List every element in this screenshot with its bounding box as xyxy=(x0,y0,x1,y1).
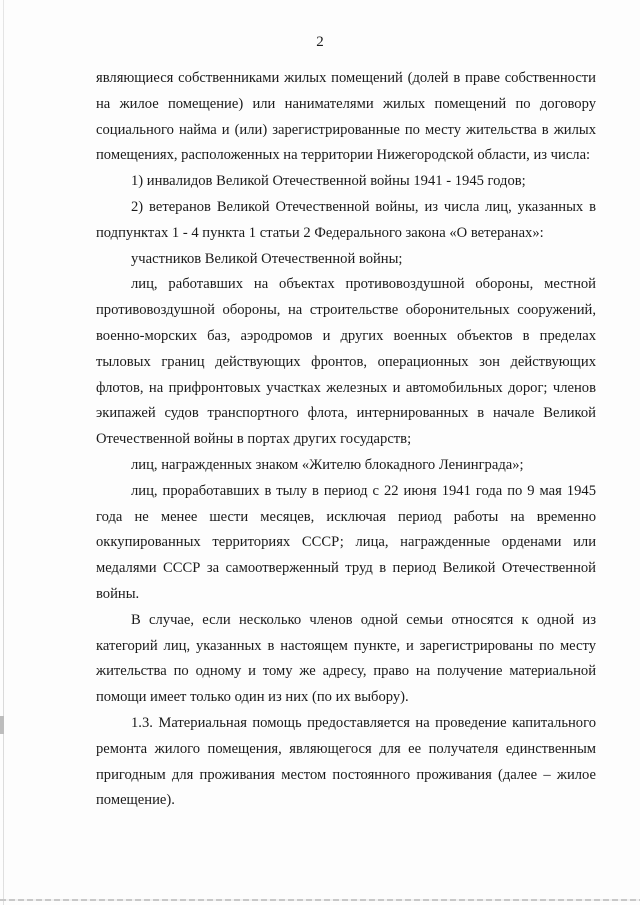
paragraph: 1) инвалидов Великой Отечественной войны 1941 - 1945 годов; xyxy=(131,173,526,190)
scan-artifact xyxy=(0,716,4,734)
page-number: 2 xyxy=(316,34,324,50)
paragraph: лиц, награжденных знаком «Жителю блокадного Ленинграда»; xyxy=(131,456,524,473)
document-body xyxy=(96,66,596,814)
paragraph: В случае, если несколько членов одной семьи относятся к одной из категорий лиц, указанных в настоящем пункте, и зарегистрированы по месту жительства по одному и тому же адресу, право на получение материальной помощи имеет только один из них (по их выбору). xyxy=(96,611,596,706)
paragraph: 1.3. Материальная помощь предоставляется на проведение капитального ремонта жилого помещения, являющегося для ее получателя единственным пригодным для проживания местом постоянного проживания (далее – жилое помещение). xyxy=(96,714,596,809)
paragraph: лиц, работавших на объектах противовоздушной обороны, местной противовоздушной обороны, на строительстве оборонительных сооружений, военно-морских баз, аэродромов и других военных объектов в пределах тыловых границ действующих фронтов, операционных зон действующих флотов, на прифронтовых участках железных и автомобильных дорог; членов экипажей судов транспортного флота, интернированных в начале Великой Отечественной войны в портах других государств; xyxy=(96,276,596,448)
scan-bottom-edge xyxy=(0,899,640,901)
paragraph: являющиеся собственниками жилых помещений (долей в праве собственности на жилое помещение) или нанимателями жилых помещений по договору социального найма и (или) зарегистрированные по месту жительства в жилых помещениях, расположенных на территории Нижегородской области, из числа: xyxy=(96,70,596,164)
paragraph: участников Великой Отечественной войны; xyxy=(131,250,403,267)
paragraph: 2) ветеранов Великой Отечественной войны, из числа лиц, указанных в подпунктах 1 - 4 пункта 1 статьи 2 Федерального закона «О ветеранах»: xyxy=(96,198,596,241)
paragraph: лиц, проработавших в тылу в период с 22 июня 1941 года по 9 мая 1945 года не менее шести месяцев, исключая период работы на временно оккупированных территориях СССР; лица, награжденные орденами или медалями СССР за самоотверженный труд в период Великой Отечественной войны. xyxy=(96,482,596,602)
scan-edge xyxy=(3,0,4,905)
